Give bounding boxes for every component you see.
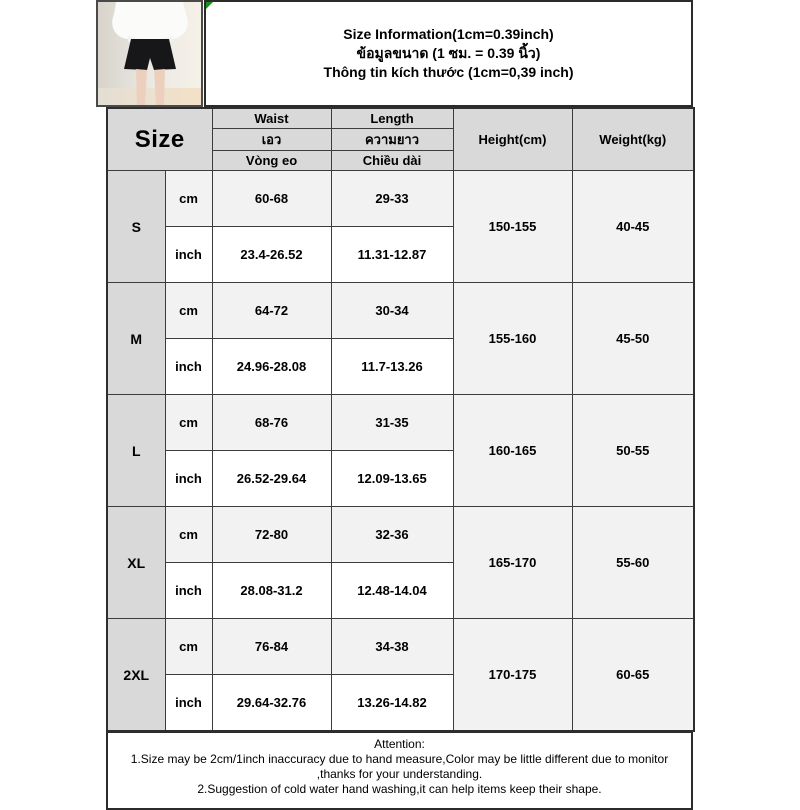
weight-value: 50-55 [572, 395, 694, 507]
model-back-view-image [98, 2, 201, 105]
unit-inch: inch [165, 339, 212, 395]
unit-cm: cm [165, 171, 212, 227]
size-column-header: Size [107, 108, 212, 171]
size-info-title-en: Size Information(1cm=0.39inch) [343, 26, 554, 42]
size-label-2xl: 2XL [107, 619, 165, 732]
top-band [96, 0, 693, 107]
weight-header: Weight(kg) [572, 108, 694, 171]
length-cm-value: 32-36 [331, 507, 453, 563]
length-header-en: Length [331, 108, 453, 129]
size-chart-page [96, 0, 693, 810]
unit-cm: cm [165, 283, 212, 339]
waist-inch-value: 29.64-32.76 [212, 675, 331, 732]
attention-line-1: 1.Size may be 2cm/1inch inaccuracy due to hand measure,Color may be little different due to monitor ,thanks for your understanding. [130, 752, 669, 781]
unit-inch: inch [165, 451, 212, 507]
length-cm-value: 29-33 [331, 171, 453, 227]
attention-title: Attention: [374, 737, 425, 751]
size-info-title-vi: Thông tin kích thước (1cm=0,39 inch) [323, 64, 574, 80]
unit-inch: inch [165, 563, 212, 619]
size-info-title-th: ข้อมูลขนาด (1 ซม. = 0.39 นิ้ว) [356, 45, 541, 61]
length-inch-value: 11.31-12.87 [331, 227, 453, 283]
unit-cm: cm [165, 619, 212, 675]
size-table [106, 107, 695, 732]
height-value: 155-160 [453, 283, 572, 395]
length-cm-value: 30-34 [331, 283, 453, 339]
table-row [107, 507, 694, 563]
attention-line-2: 2.Suggestion of cold water hand washing,it can help items keep their shape. [197, 782, 602, 796]
length-cm-value: 31-35 [331, 395, 453, 451]
waist-header-en: Waist [212, 108, 331, 129]
waist-inch-value: 23.4-26.52 [212, 227, 331, 283]
length-inch-value: 12.48-14.04 [331, 563, 453, 619]
waist-header-vi: Vòng eo [212, 151, 331, 171]
weight-value: 40-45 [572, 171, 694, 283]
waist-cm-value: 76-84 [212, 619, 331, 675]
waist-inch-value: 26.52-29.64 [212, 451, 331, 507]
size-label-s: S [107, 171, 165, 283]
size-label-xl: XL [107, 507, 165, 619]
height-value: 150-155 [453, 171, 572, 283]
waist-inch-value: 24.96-28.08 [212, 339, 331, 395]
size-label-m: M [107, 283, 165, 395]
weight-value: 55-60 [572, 507, 694, 619]
cell-comment-marker [206, 2, 213, 9]
length-inch-value: 12.09-13.65 [331, 451, 453, 507]
attention-note [106, 732, 693, 810]
waist-cm-value: 60-68 [212, 171, 331, 227]
length-cm-value: 34-38 [331, 619, 453, 675]
height-value: 160-165 [453, 395, 572, 507]
weight-value: 45-50 [572, 283, 694, 395]
unit-cm: cm [165, 507, 212, 563]
table-row [107, 283, 694, 339]
waist-cm-value: 72-80 [212, 507, 331, 563]
unit-cm: cm [165, 395, 212, 451]
height-header: Height(cm) [453, 108, 572, 171]
waist-header-th: เอว [212, 129, 331, 151]
length-inch-value: 11.7-13.26 [331, 339, 453, 395]
height-value: 170-175 [453, 619, 572, 732]
product-photo [96, 0, 203, 107]
length-header-th: ความยาว [331, 129, 453, 151]
unit-inch: inch [165, 227, 212, 283]
length-header-vi: Chiều dài [331, 151, 453, 171]
size-table-wrapper [106, 107, 693, 732]
size-label-l: L [107, 395, 165, 507]
length-inch-value: 13.26-14.82 [331, 675, 453, 732]
table-row [107, 171, 694, 227]
table-row [107, 619, 694, 675]
size-info-header [204, 0, 693, 107]
waist-cm-value: 68-76 [212, 395, 331, 451]
waist-inch-value: 28.08-31.2 [212, 563, 331, 619]
table-row [107, 395, 694, 451]
waist-cm-value: 64-72 [212, 283, 331, 339]
height-value: 165-170 [453, 507, 572, 619]
unit-inch: inch [165, 675, 212, 732]
weight-value: 60-65 [572, 619, 694, 732]
